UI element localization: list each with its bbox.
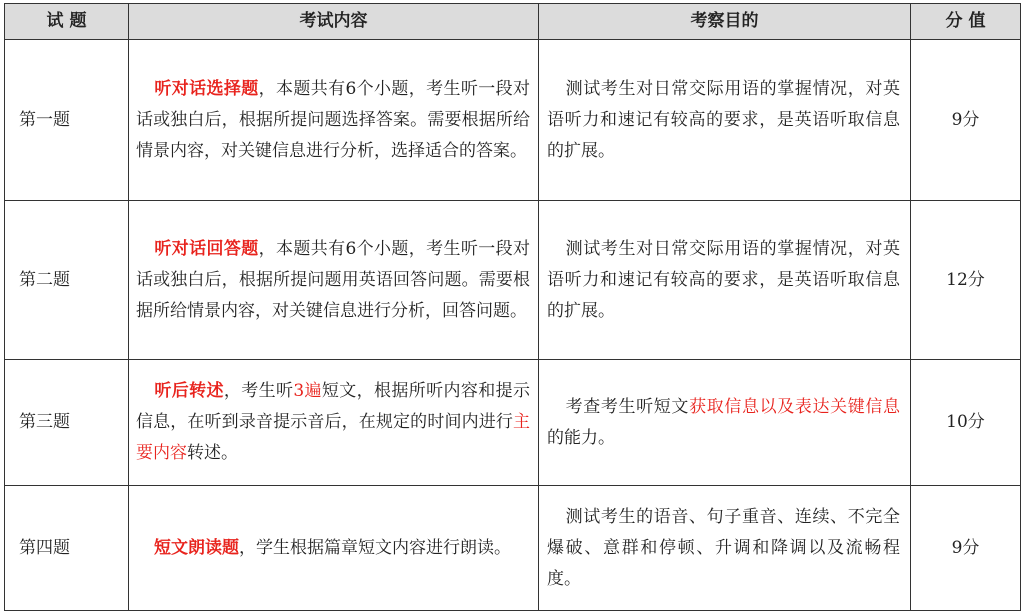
table-row <box>5 360 1021 486</box>
header-score: 分 值 <box>911 4 1021 40</box>
goal-text: 测试考生对日常交际用语的掌握情况，对英语听力和速记有较高的要求，是英语听取信息的扩展。 <box>547 238 900 321</box>
highlight-main-content: 主要内容 <box>136 412 530 463</box>
question-goal <box>539 201 911 360</box>
question-content <box>129 360 539 486</box>
exam-table <box>4 3 1021 611</box>
goal-text: 测试考生对日常交际用语的掌握情况，对英语听力和速记有较高的要求，是英语听取信息的扩展。 <box>547 78 900 161</box>
question-score: 9分 <box>911 486 1021 611</box>
question-description-part: ，考生听 <box>223 381 294 401</box>
question-score: 12分 <box>911 201 1021 360</box>
highlight-count: 3遍 <box>293 381 322 401</box>
goal-highlight: 获取信息以及表达关键信息 <box>689 396 901 417</box>
table-row <box>5 40 1021 201</box>
question-type: 听后转述 <box>154 381 224 401</box>
question-type: 听对话选择题 <box>154 78 259 99</box>
question-goal <box>539 360 911 486</box>
question-type: 短文朗读题 <box>154 537 239 558</box>
question-content <box>129 40 539 201</box>
header-goal: 考察目的 <box>539 4 911 40</box>
question-content <box>129 201 539 360</box>
table-row <box>5 486 1021 611</box>
question-description: ，本题共有6个小题，考生听一段对话或独白后，根据所提问题选择答案。需要根据所给情景内容，对关键信息进行分析，选择适合的答案。 <box>136 78 530 161</box>
question-goal <box>539 40 911 201</box>
question-goal <box>539 486 911 611</box>
question-title: 第四题 <box>5 486 129 611</box>
question-content <box>129 486 539 611</box>
header-content: 考试内容 <box>129 4 539 40</box>
question-description: ，本题共有6个小题，考生听一段对话或独白后，根据所提问题用英语回答问题。需要根据所给情景内容，对关键信息进行分析，回答问题。 <box>136 238 530 321</box>
goal-text-part: 的能力。 <box>547 427 615 448</box>
table-header-row <box>5 4 1021 40</box>
question-description: ，学生根据篇章短文内容进行朗读。 <box>239 537 511 558</box>
goal-text: 测试考生的语音、句子重音、连续、不完全爆破、意群和停顿、升调和降调以及流畅程度。 <box>547 506 900 589</box>
question-score: 9分 <box>911 40 1021 201</box>
question-description-part: 短文，根据所听内容和提示信息，在听到录音提示音后，在规定的时间内进行 <box>136 381 531 432</box>
question-description-part: 转述。 <box>187 443 238 463</box>
question-score: 10分 <box>911 360 1021 486</box>
goal-text-part: 考查考生听短文 <box>565 396 690 417</box>
question-title: 第三题 <box>5 360 129 486</box>
header-title: 试 题 <box>5 4 129 40</box>
question-title: 第二题 <box>5 201 129 360</box>
table-row <box>5 201 1021 360</box>
question-title: 第一题 <box>5 40 129 201</box>
question-type: 听对话回答题 <box>154 238 259 259</box>
